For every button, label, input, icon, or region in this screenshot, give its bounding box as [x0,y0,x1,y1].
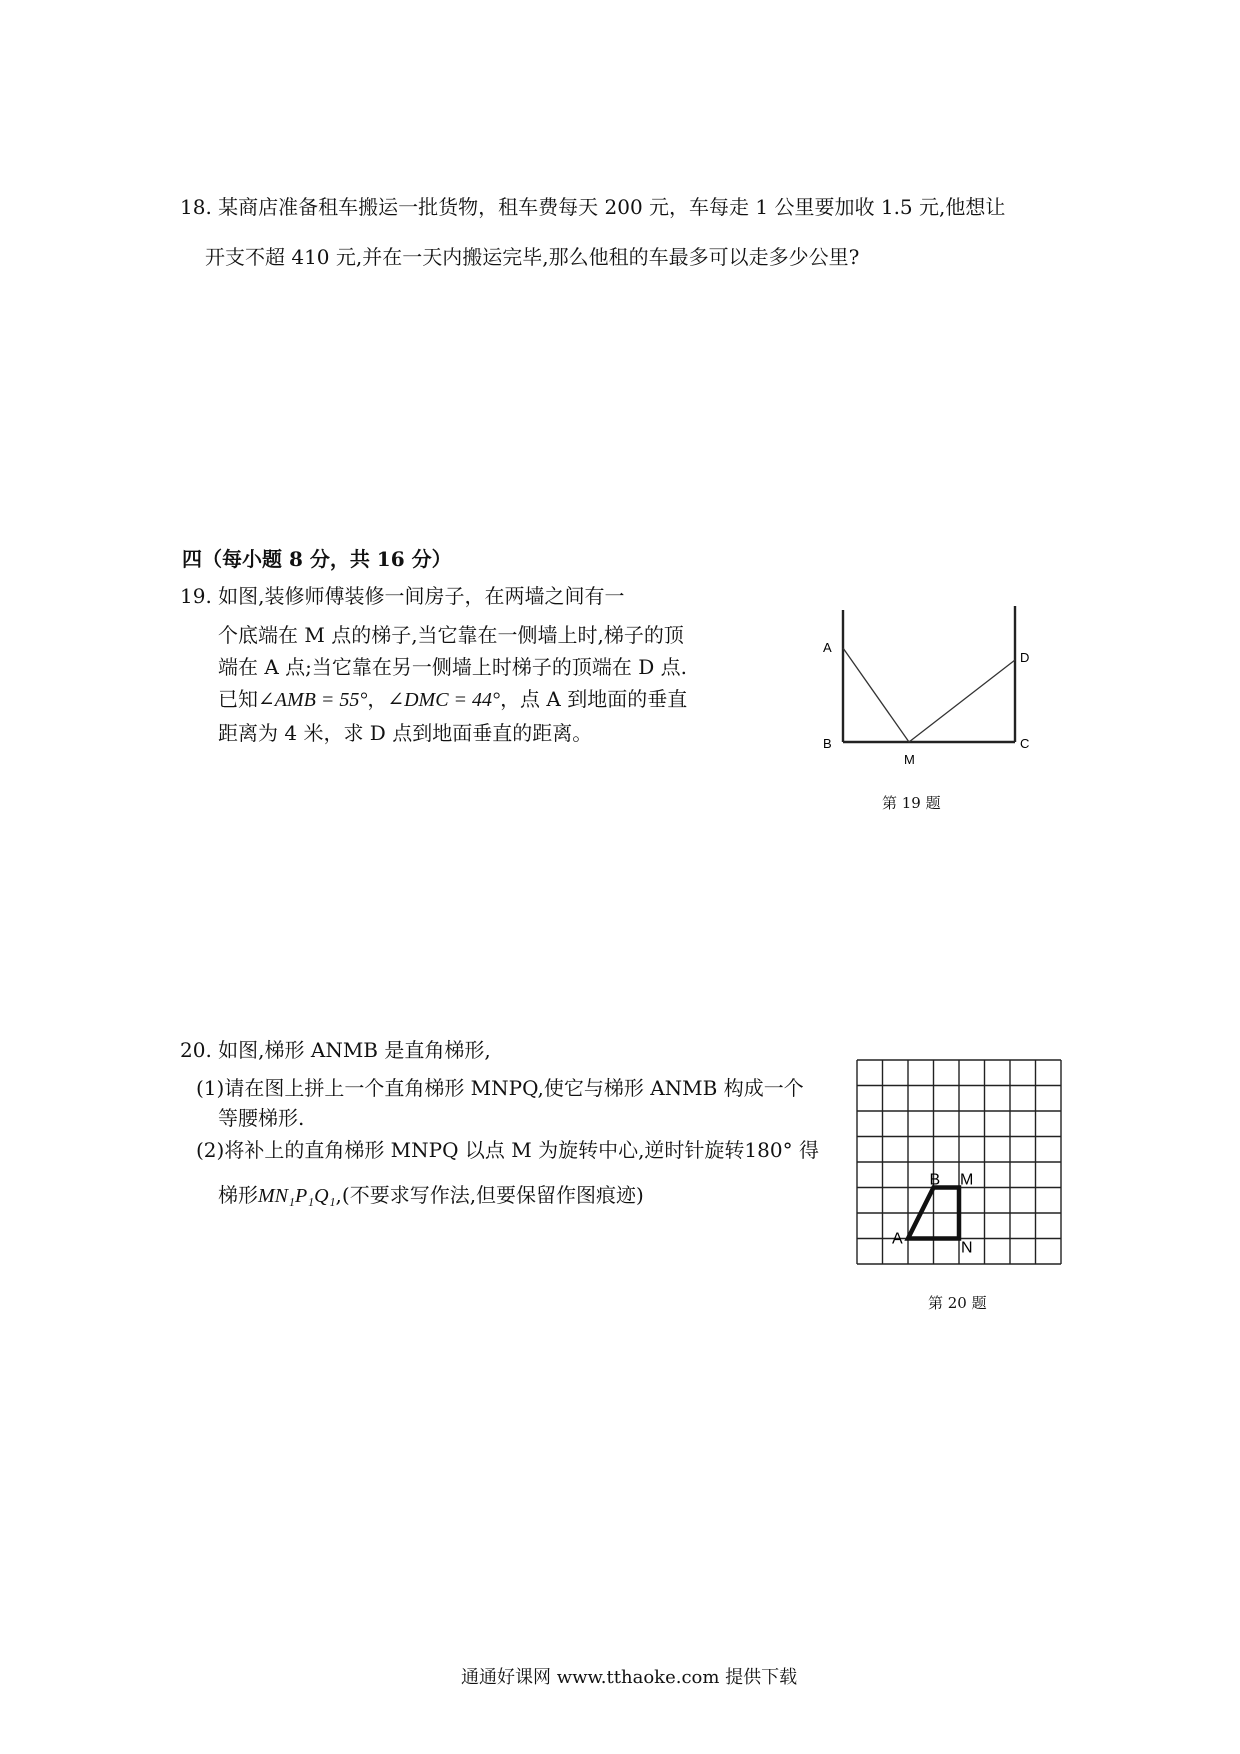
page-footer: 通通好课网 www.tthaoke.com 提供下载 [461,1667,798,1688]
q20-trapezoid-suffix: ,(不要求写作法,但要保留作图痕迹) [335,1183,644,1207]
q19-line-2: 个底端在 M 点的梯子,当它靠在一侧墙上时,梯子的顶 [218,623,684,647]
q19-caption: 第 19 题 [882,794,941,812]
grid-label-b: B [929,1171,941,1189]
label-d: D [1020,650,1030,665]
q20-part-1-line-a: (1)请在图上拼上一个直角梯形 MNPQ,使它与梯形 ANMB 构成一个 [196,1076,804,1100]
q19-line-3: 端在 A 点;当它靠在另一侧墙上时梯子的顶端在 D 点. [218,655,688,679]
q19-known-prefix: 已知 [218,687,258,711]
angle-dmc-expression: ∠DMC = 44° [387,689,501,711]
grid-label-a: A [892,1230,903,1248]
q19-line-4 [218,689,687,710]
ladder-md [909,660,1015,742]
label-b: B [823,736,832,751]
section-4-heading: 四（每小题 8 分，共 16 分） [182,547,452,571]
angle-amb-expression: ∠AMB = 55° [258,689,368,711]
q18-line-2: 开支不超 410 元,并在一天内搬运完毕,那么他租的车最多可以走多少公里? [205,245,860,269]
q20-line-1: 20. 如图,梯形 ANMB 是直角梯形, [180,1038,491,1062]
q20-part-1-line-b: 等腰梯形. [218,1106,305,1130]
q20-trapezoid-prefix: 梯形 [218,1183,258,1207]
q18-line-1: 18. 某商店准备租车搬运一批货物，租车费每天 200 元，车每走 1 公里要加收 1.5 元,他想让 [180,195,1006,219]
q20-caption: 第 20 题 [928,1294,987,1312]
q20-part-2-line-b [218,1185,644,1206]
q19-line-5: 距离为 4 米，求 D 点到地面垂直的距离。 [218,721,593,745]
label-a: A [823,640,832,655]
q19-separator: ， [367,687,388,711]
grid-label-n: N [961,1239,973,1257]
label-m: M [904,752,915,767]
q19-known-suffix: ，点 A 到地面的垂直 [500,687,688,711]
q20-part-2-line-a: (2)将补上的直角梯形 MNPQ 以点 M 为旋转中心,逆时针旋转180° 得 [196,1138,819,1162]
q19-line-1: 19. 如图,装修师傅装修一间房子，在两墙之间有一 [180,584,625,608]
grid-label-m: M [960,1171,974,1189]
q20-trapezoid-name: MN₁P₁Q₁ [258,1185,336,1207]
q20-grid-figure [855,1058,1069,1272]
q19-ladder-figure [815,600,1035,770]
label-c: C [1020,736,1030,751]
ladder-ma [843,648,909,742]
